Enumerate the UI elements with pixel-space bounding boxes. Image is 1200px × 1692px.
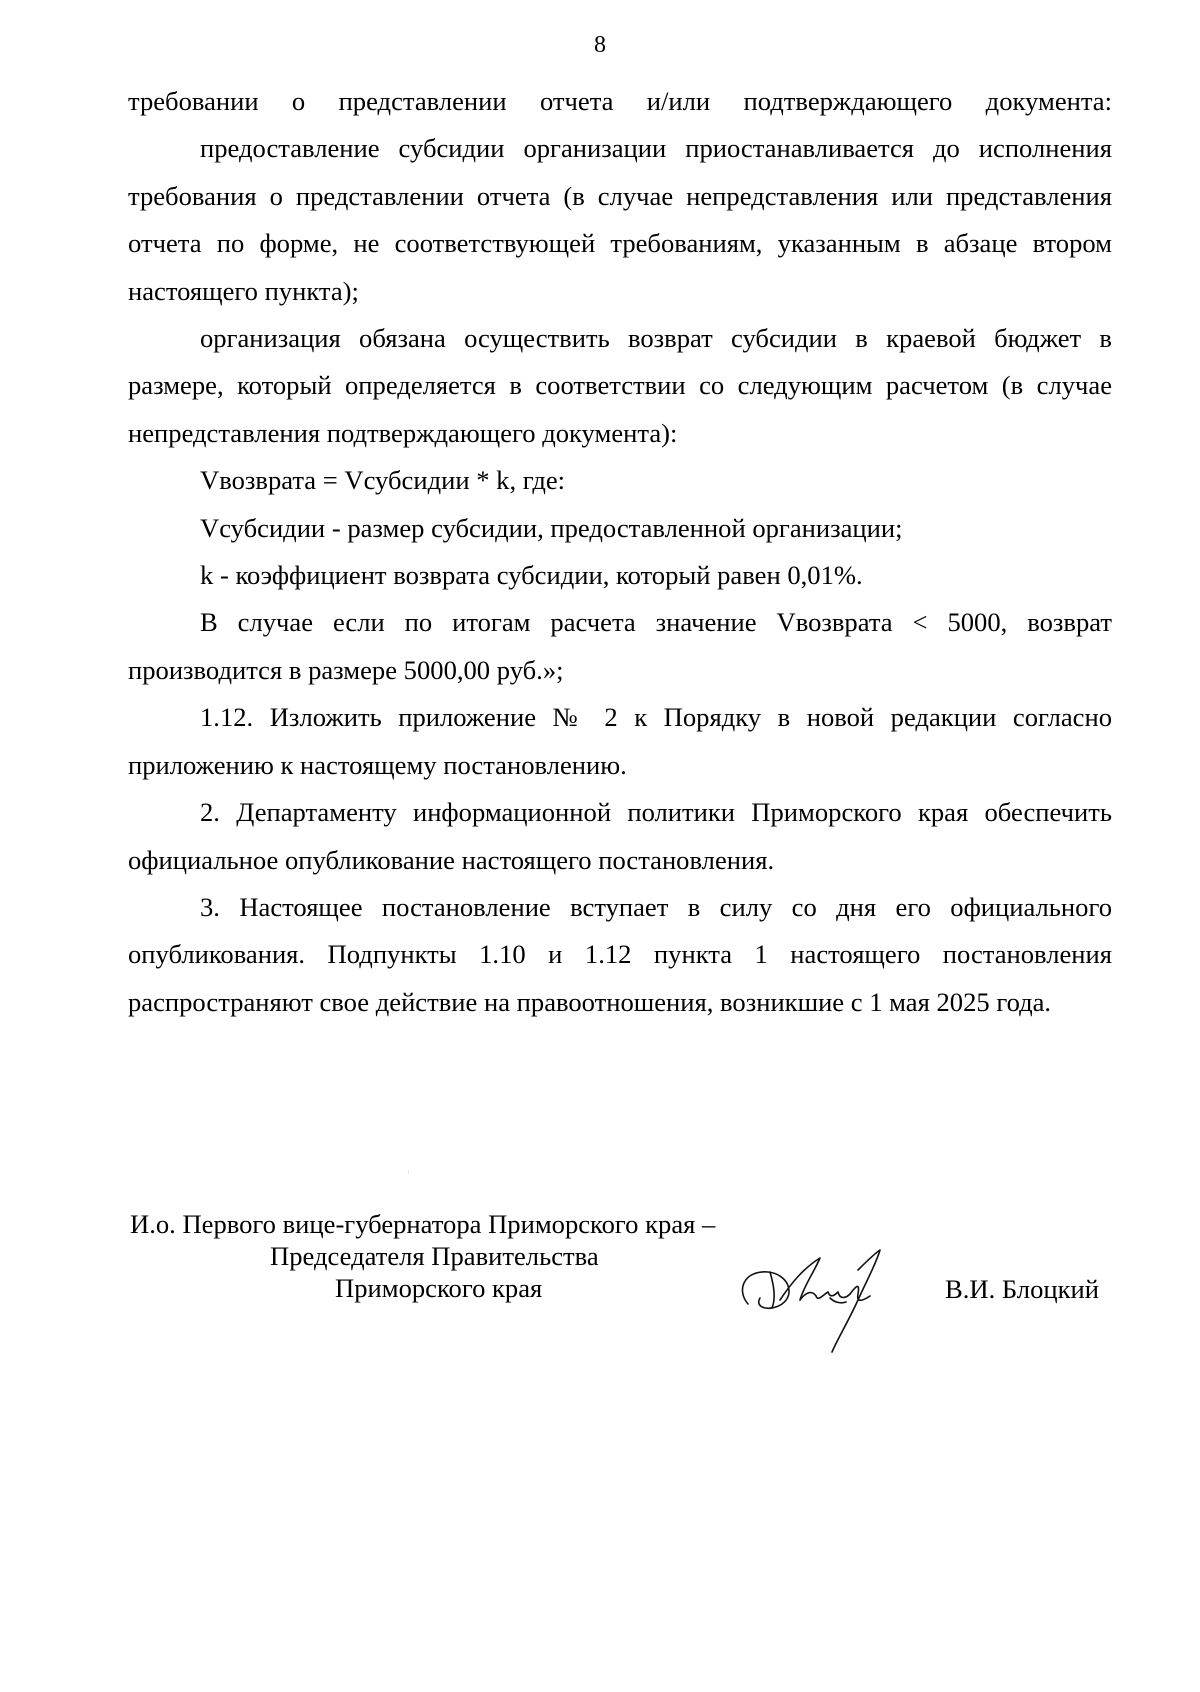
signatory-position: [130, 1208, 715, 1304]
formula-definition: k - коэффициент возврата субсидии, который равен 0,01%.: [200, 560, 863, 591]
paragraph: организация обязана осуществить возврат субсидии в краевой бюджет в размере, который определяется в соответствии со следующим расчетом (в случае непредставления подтверждающего документа):: [128, 323, 1112, 448]
paragraph: 3. Настоящее постановление вступает в силу со дня его официального опубликования. Подпункты 1.10 и 1.12 пункта 1 настоящего постановления распространяют свое действие на правоотношения, возникшие с 1 мая 2025 года.: [128, 891, 1112, 1017]
document-body: [128, 78, 1112, 1026]
scan-artifact: [408, 1170, 409, 1174]
handwritten-signature: [734, 1242, 914, 1362]
formula-definition: Vсубсидии - размер субсидии, предоставленной организации;: [200, 512, 903, 543]
position-line: Председателя Правительства: [270, 1241, 599, 1271]
paragraph: предоставление субсидии организации приостанавливается до исполнения требования о представлении отчета (в случае непредставления или представления отчета по форме, не соответствующей требованиям, указанным в абзаце втором настоящего пункта);: [128, 133, 1112, 306]
paragraph: 2. Департаменту информационной политики Приморского края обеспечить официальное опубликование настоящего постановления.: [128, 797, 1112, 875]
page-number: 8: [594, 32, 606, 58]
signer-name: В.И. Блоцкий: [945, 1274, 1099, 1304]
position-line: И.о. Первого вице-губернатора Приморского края –: [130, 1209, 716, 1239]
paragraph: В случае если по итогам расчета значение Vвозврата < 5000, возврат производится в размере 5000,00 руб.»;: [128, 607, 1112, 685]
paragraph: 1.12. Изложить приложение № 2 к Порядку в новой редакции согласно приложению к настоящему постановлению.: [128, 702, 1112, 780]
paragraph: требовании о представлении отчета и/или подтверждающего документа:: [128, 86, 1112, 116]
formula-line: Vвозврата = Vсубсидии * k, где:: [200, 465, 566, 496]
position-line: Приморского края: [335, 1273, 543, 1303]
